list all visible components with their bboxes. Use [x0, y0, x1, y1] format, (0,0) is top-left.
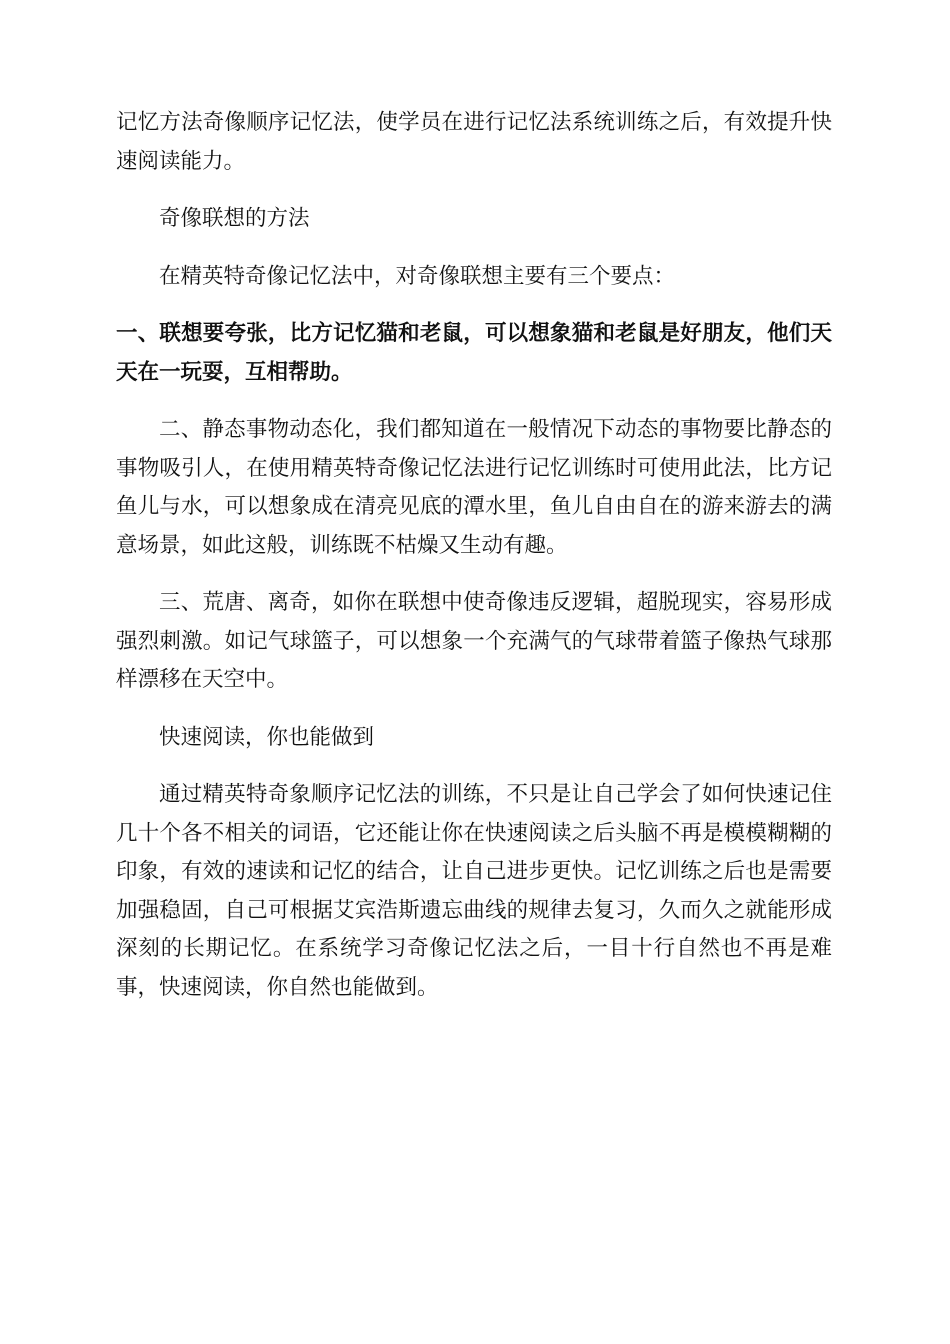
section-heading-fast-reading: 快速阅读，你也能做到	[159, 724, 375, 750]
paragraph-conclusion: 通过精英特奇象顺序记忆法的训练，不只是让自己学会了如何快速记住几十个各不相关的词语，它还能让你在快速阅读之后头脑不再是模模糊糊的印象，有效的速读和记忆的结合，让自己进步更快。记忆训练之后也是需要加强稳固，自己可根据艾宾浩斯遗忘曲线的规律去复习，久而久之就能形成深刻的长期记忆。在系统学习奇像记忆法之后，一目十行自然也不再是难事，快速阅读，你自然也能做到。	[116, 782, 832, 1000]
paragraph-intro: 记忆方法奇像顺序记忆法，使学员在进行记忆法系统训练之后，有效提升快速阅读能力。	[116, 110, 832, 174]
point-three-absurd: 三、荒唐、离奇，如你在联想中使奇像违反逻辑，超脱现实，容易形成强烈刺激。如记气球篮子，可以想象一个充满气的气球带着篮子像热气球那样漂移在天空中。	[116, 590, 832, 692]
document-body	[116, 104, 832, 1007]
paragraph-three-points: 在精英特奇像记忆法中，对奇像联想主要有三个要点：	[159, 263, 676, 289]
point-two-dynamic: 二、静态事物动态化，我们都知道在一般情况下动态的事物要比静态的事物吸引人，在使用精英特奇像记忆法进行记忆训练时可使用此法，比方记鱼儿与水，可以想象成在清亮见底的潭水里，鱼儿自由自在的游来游去的满意场景，如此这般，训练既不枯燥又生动有趣。	[116, 417, 832, 558]
section-heading-association-method: 奇像联想的方法	[159, 206, 310, 231]
point-one-exaggeration: 一、联想要夸张，比方记忆猫和老鼠，可以想象猫和老鼠是好朋友，他们天天在一玩耍，互相帮助。	[116, 321, 832, 385]
